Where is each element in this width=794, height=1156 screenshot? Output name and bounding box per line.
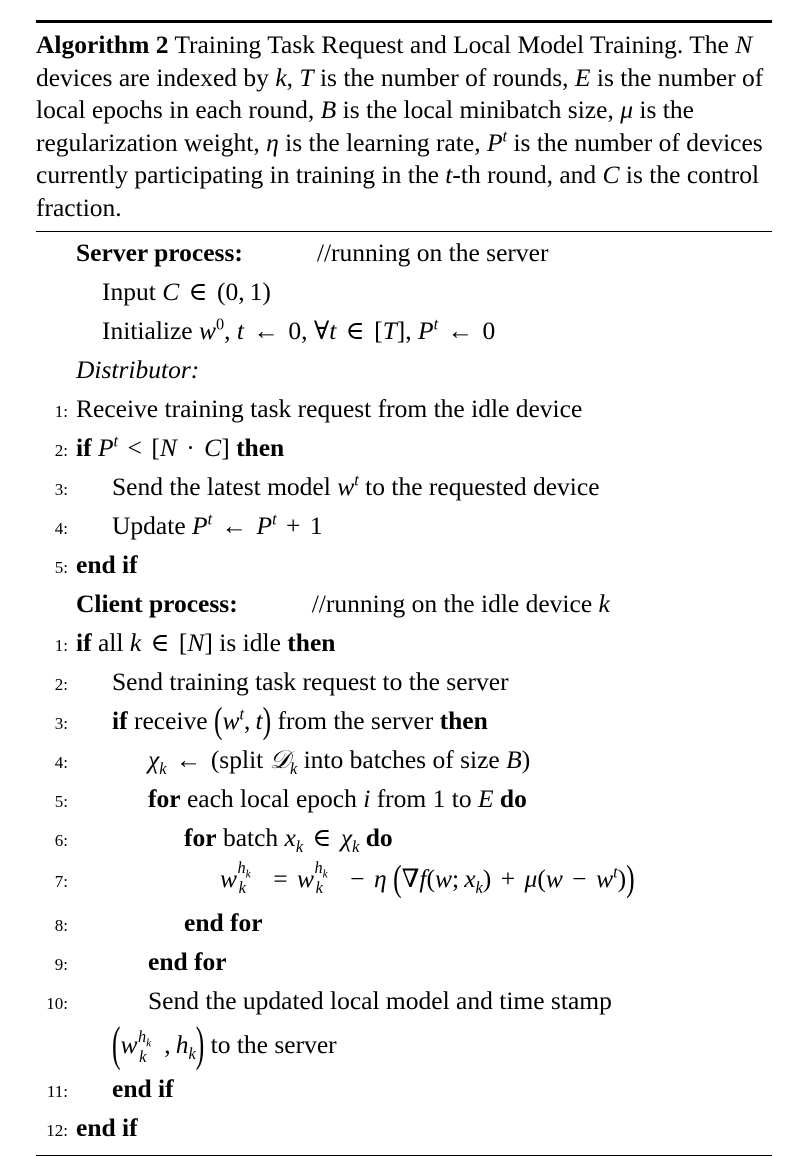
line-number: 2:	[54, 674, 68, 694]
client-step-2-text: Send training task request to the server	[112, 666, 509, 696]
line-number: 2:	[54, 440, 68, 460]
client-step-10-continuation-text: (w $h_k$ k , $h_k$) to the server	[112, 1016, 337, 1072]
client-step-12	[36, 1110, 772, 1149]
client-step-12-text: end if	[76, 1112, 138, 1142]
client-step-8-text: end for	[184, 907, 263, 937]
line-number: 8:	[54, 915, 68, 935]
client-process-header-row	[36, 586, 772, 625]
line-number: 6:	[54, 830, 68, 850]
server-input-row	[36, 274, 772, 313]
client-step-3-text: if receive ($w^t$, t) from the server then	[112, 698, 488, 741]
line-number: 1:	[54, 635, 68, 655]
algorithm-description: The N devices are indexed by k, T is the number of rounds, E is the number of local epochs in each round, B is the local minibatch size, μ is the regularization weight, η is the learning rate, $P^t$ is the number of devices currently participating in training in the t-th round, and C is the control fraction.	[36, 30, 764, 222]
client-step-1-text: if all k ∈ [N] is idle then	[76, 627, 336, 657]
client-step-9-text: end for	[148, 946, 227, 976]
client-process-header	[76, 586, 772, 622]
sym-mu: μ	[620, 95, 634, 125]
server-step-5-text: end if	[76, 549, 138, 579]
server-step-4	[36, 508, 772, 547]
client-step-7-equation: w $h_k$ k = w $h_k$ k − η (∇f(w; $x_k) + \mu(w - w^t)$)	[220, 856, 635, 899]
server-initialize-line: Initialize $w^0$, t ← 0, ∀t ∈ [T], $P^t$ ← 0	[102, 314, 496, 345]
line-number: 5:	[54, 791, 68, 811]
line-number-blank	[36, 355, 76, 391]
client-step-10-text: Send the updated local model and time stamp	[148, 985, 612, 1015]
server-step-3	[36, 469, 772, 508]
client-process-label: Client process:	[76, 588, 238, 618]
server-step-1	[36, 391, 772, 430]
line-number-blank	[36, 316, 76, 352]
line-number: 1:	[54, 401, 68, 421]
line-number-blank	[36, 277, 76, 313]
line-number: 9:	[54, 954, 68, 974]
line-number-blank	[36, 589, 76, 625]
client-step-4-text: $\chi_k$ ← (split 𝒟$_k$ into batches of size B)	[148, 744, 531, 778]
server-step-1-text: Receive training task request from the idle device	[76, 393, 583, 423]
sym-E: E	[574, 62, 591, 92]
sym-P-superscript: t	[502, 126, 508, 146]
bottom-rule	[36, 1155, 772, 1156]
server-initialize-row	[36, 313, 772, 352]
sym-P: P	[486, 127, 503, 157]
line-number: 4:	[54, 752, 68, 772]
client-step-9	[36, 944, 772, 983]
client-step-3	[36, 698, 772, 742]
sym-B: B	[320, 95, 337, 125]
distributor-label: Distributor:	[76, 354, 200, 384]
algorithm-caption	[36, 23, 772, 226]
client-step-5-text: for each local epoch i from 1 to E do	[148, 783, 527, 813]
server-step-3-text: Send the latest model $w^t$ to the requested device	[112, 470, 600, 501]
line-number: 12:	[46, 1120, 68, 1140]
line-number: 5:	[54, 557, 68, 577]
client-step-4	[36, 742, 772, 781]
algorithm-block	[36, 20, 772, 1156]
server-step-5	[36, 547, 772, 586]
sym-t: t	[445, 160, 453, 190]
sym-N: N	[735, 30, 753, 59]
line-number: 3:	[54, 713, 68, 733]
algorithm-title: Training Task Request and Local Model Training.	[174, 30, 684, 59]
client-step-2	[36, 664, 772, 703]
line-number: 11:	[46, 1081, 68, 1101]
algorithm-body	[36, 232, 772, 1149]
sym-C: C	[602, 160, 620, 190]
client-step-1	[36, 625, 772, 664]
sym-eta: η	[266, 127, 279, 157]
client-step-11	[36, 1071, 772, 1110]
client-process-comment: //running on the idle device k	[311, 588, 610, 618]
server-step-4-text: Update $P^t$ ← $P^t + 1$	[112, 509, 323, 540]
server-process-label: Server process:	[76, 237, 243, 267]
server-process-header	[76, 235, 772, 271]
server-step-2	[36, 430, 772, 469]
client-step-6	[36, 820, 772, 859]
algorithm-number: 2	[155, 30, 169, 59]
line-number: 10:	[46, 993, 68, 1013]
client-step-11-text: end if	[112, 1073, 174, 1103]
client-step-7	[36, 856, 772, 905]
client-step-5	[36, 781, 772, 820]
client-step-10-continuation	[36, 1016, 772, 1072]
line-number: 4:	[54, 518, 68, 538]
sym-T: T	[299, 62, 314, 92]
server-process-header-row	[36, 235, 772, 274]
client-step-8	[36, 905, 772, 944]
server-step-2-text: if $P^t < [N \cdot C]$ then	[76, 431, 285, 462]
line-number-blank	[36, 1025, 76, 1071]
sym-k: k	[275, 62, 287, 92]
line-number: 3:	[54, 479, 68, 499]
server-input-line: Input C ∈ (0, 1)	[102, 276, 271, 306]
server-process-comment: //running on the server	[316, 237, 549, 267]
client-step-6-text: for batch $x_k$ ∈ $\chi_k$ do	[184, 822, 393, 856]
line-number-blank	[36, 238, 76, 274]
distributor-section-row	[36, 352, 772, 391]
algorithm-label: Algorithm	[36, 30, 150, 59]
line-number: 7:	[54, 871, 68, 891]
